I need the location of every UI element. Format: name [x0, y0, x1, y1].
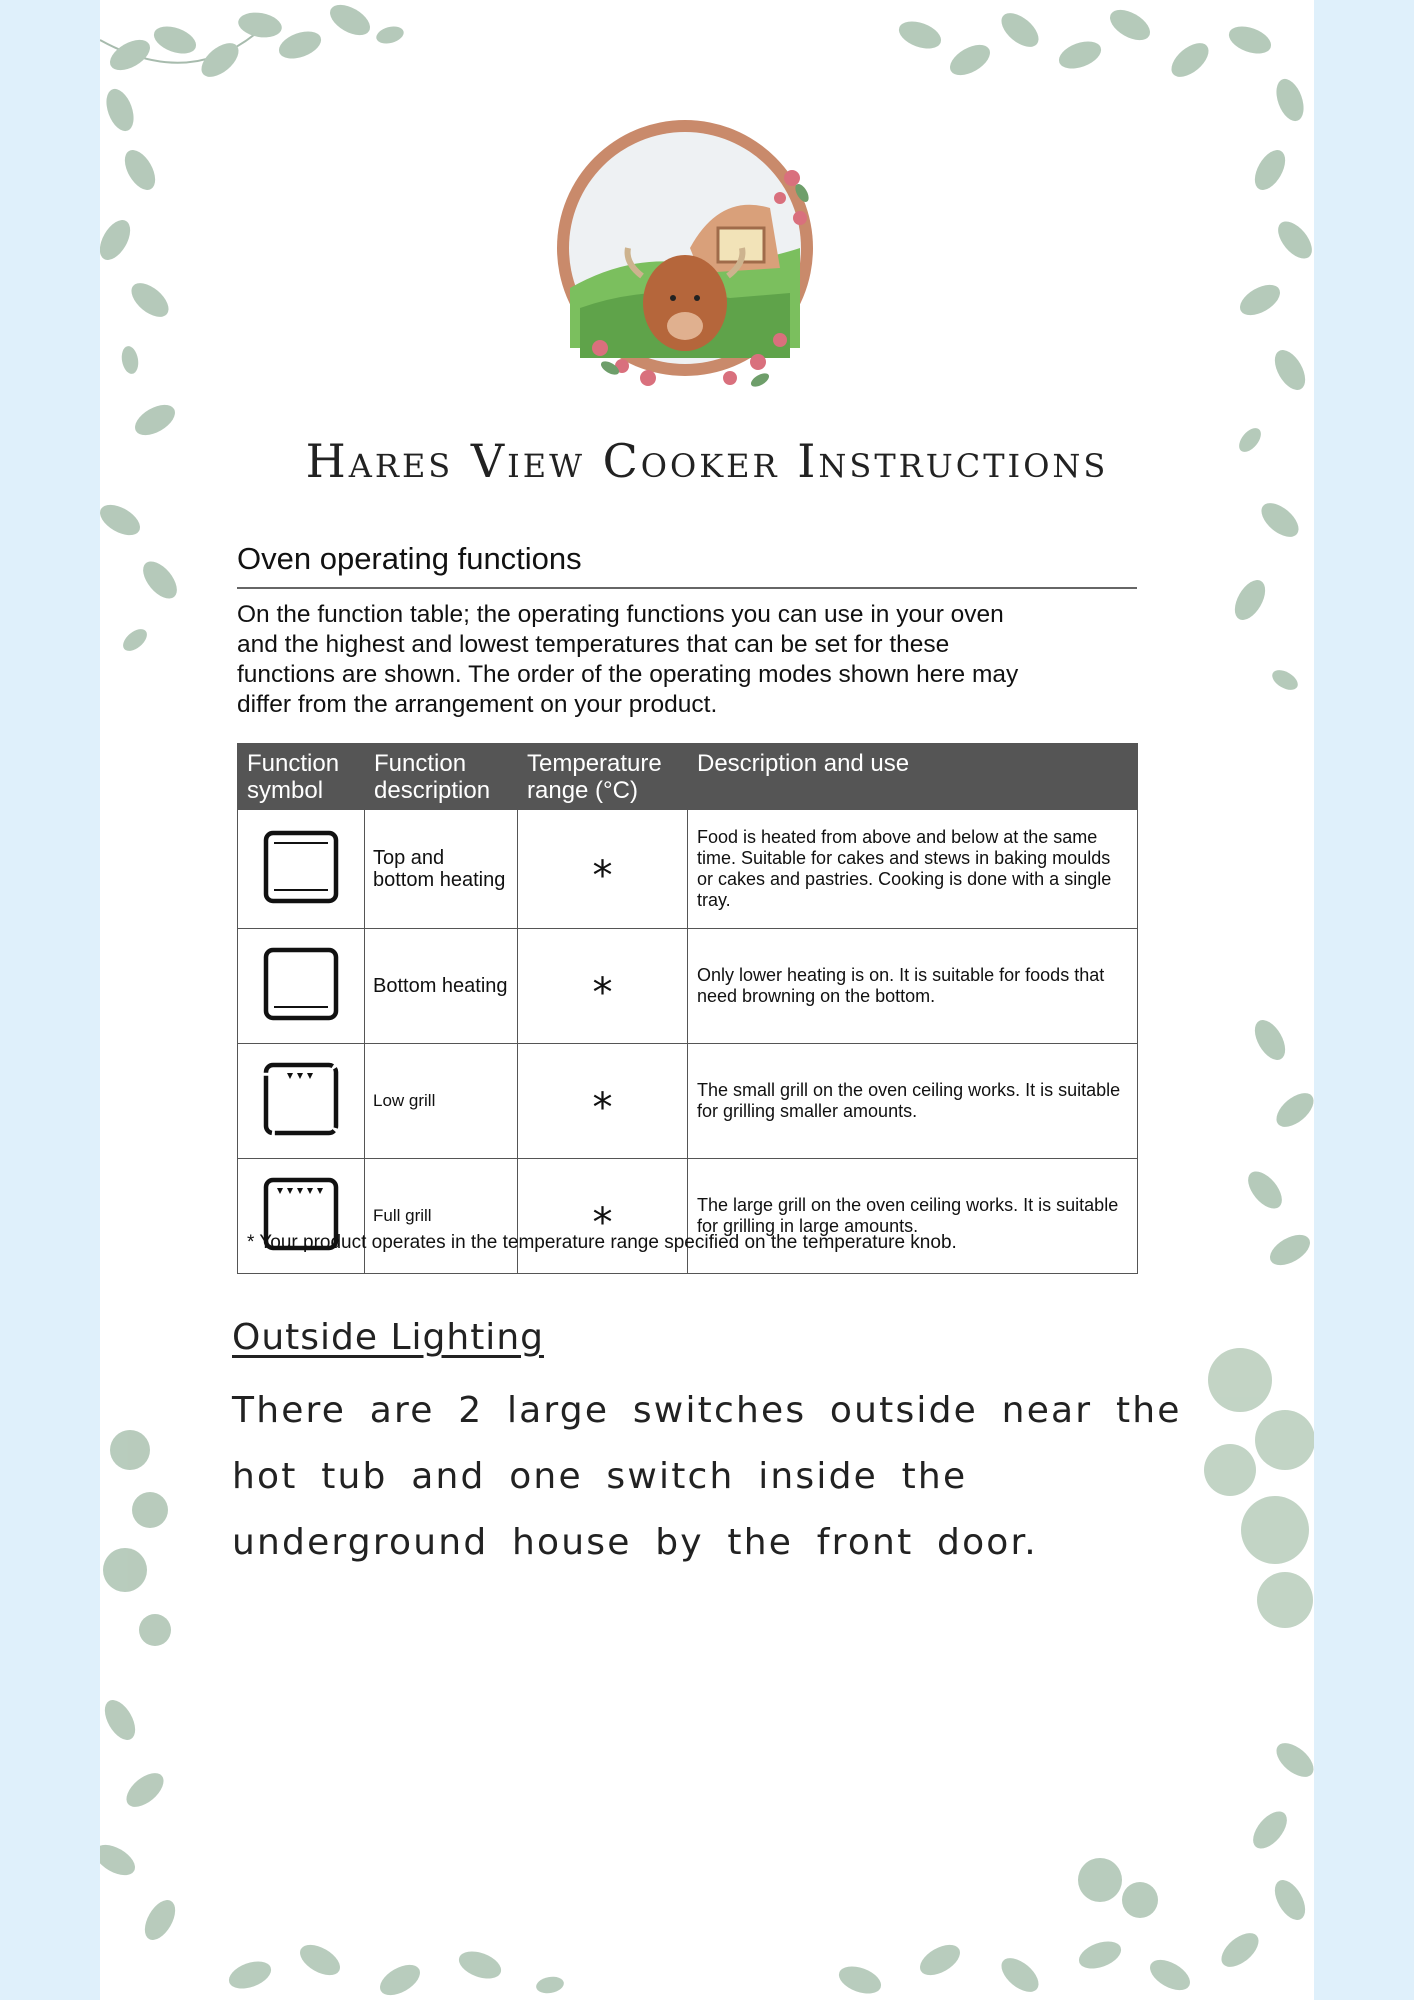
function-symbol-cell	[238, 810, 365, 929]
description-and-use-cell: Food is heated from above and below at the same time. Suitable for cakes and stews in baking moulds or cakes and pastries. Cooking is done with a single tray.	[688, 810, 1138, 929]
column-header-temperature: Temperature range (°C)	[518, 744, 688, 810]
table-header-row	[238, 744, 1138, 810]
function-symbol-cell	[238, 1044, 365, 1159]
temperature-cell: *	[518, 929, 688, 1044]
document-page	[100, 0, 1314, 2000]
oven-functions-heading: Oven operating functions	[237, 541, 582, 576]
table-row	[238, 1044, 1138, 1159]
function-description-cell: Bottom heating	[365, 929, 518, 1044]
function-description-cell: Top and bottom heating	[365, 810, 518, 929]
description-and-use-cell: The large grill on the oven ceiling works. It is suitable for grilling in large amounts.	[688, 1159, 1138, 1274]
table-footnote: * Your product operates in the temperature range specified on the temperature knob.	[247, 1232, 957, 1253]
highland-cow-logo	[530, 98, 840, 408]
temperature-cell: *	[518, 1159, 688, 1274]
column-header-description: Function description	[365, 744, 518, 810]
column-header-use: Description and use	[688, 744, 1138, 810]
function-symbol-cell	[238, 1159, 365, 1274]
top-and-bottom-heating-icon	[262, 829, 340, 905]
low-grill-icon	[262, 1061, 340, 1137]
temperature-cell: *	[518, 810, 688, 929]
oven-functions-intro: On the function table; the operating functions you can use in your oven and the highest and lowest temperatures that can be set for these functions are shown. The order of the operating modes shown here may differ from the arrangement on your product.	[237, 601, 1019, 718]
table-row	[238, 929, 1138, 1044]
table-row	[238, 1159, 1138, 1274]
section-divider	[237, 587, 1137, 589]
column-header-symbol: Function symbol	[238, 744, 365, 810]
function-description-cell: Full grill	[365, 1159, 518, 1274]
temperature-cell: *	[518, 1044, 688, 1159]
page-title: Hares View Cooker Instructions	[305, 434, 1109, 488]
description-and-use-cell: Only lower heating is on. It is suitable for foods that need browning on the bottom.	[688, 929, 1138, 1044]
function-description-cell: Low grill	[365, 1044, 518, 1159]
function-symbol-cell	[238, 929, 365, 1044]
outside-lighting-heading: Outside Lighting	[232, 1317, 544, 1358]
description-and-use-cell: The small grill on the oven ceiling works. It is suitable for grilling smaller amounts.	[688, 1044, 1138, 1159]
outside-lighting-text: There are 2 large switches outside near the hot tub and one switch inside the underground house by the front door.	[232, 1390, 1182, 1563]
table-row	[238, 810, 1138, 929]
bottom-heating-icon	[262, 946, 340, 1022]
oven-function-table	[237, 743, 1138, 1274]
